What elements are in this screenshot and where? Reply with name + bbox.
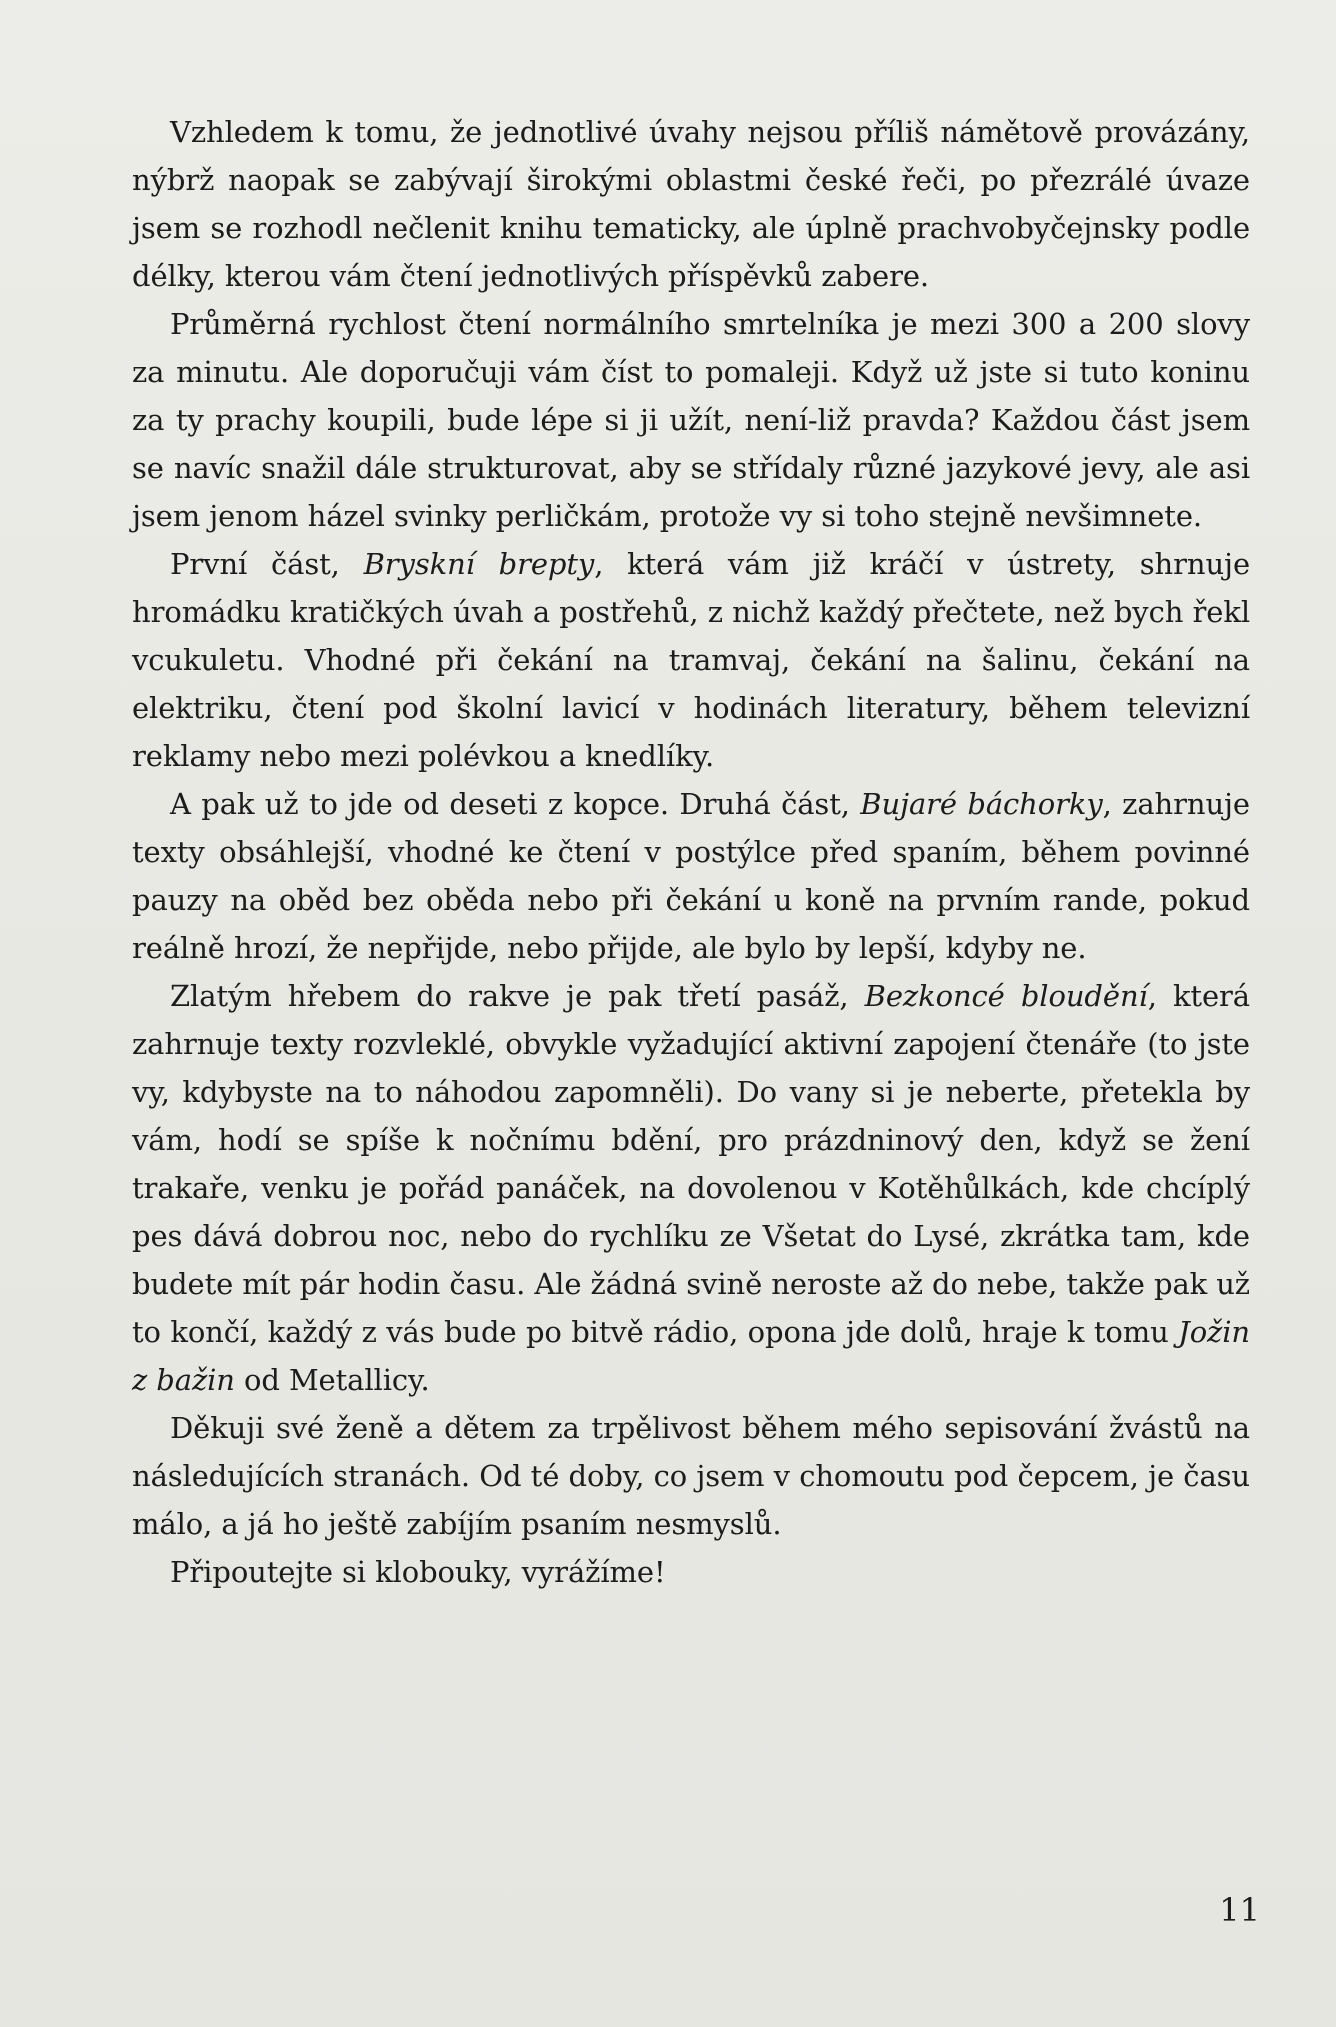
italic-title: Bujaré báchorky — [860, 787, 1103, 821]
page-number: 11 — [1219, 1891, 1260, 1929]
text-run: Vzhledem k tomu, že jednotlivé úvahy nejsou příliš námětově provázány, nýbrž naopak se zabývají širokými oblastmi české řeči, po přezrálé úvaze jsem se rozhodl nečlenit knihu tematicky, ale úplně prachvobyčejnsky podle délky, kterou vám čtení jednotlivých příspěvků zabere. — [132, 115, 1250, 293]
italic-title: Bryskní brepty — [363, 547, 595, 581]
text-run: od Metallicy. — [234, 1363, 430, 1397]
paragraph — [132, 780, 1250, 972]
text-run: , zahrnuje texty obsáhlejší, vhodné ke čtení v postýlce před spaním, během povinné pauzy na oběd bez oběda nebo při čekání u koně na prvním rande, pokud reálně hrozí, že nepřijde, nebo přijde, ale bylo by lepší, kdyby ne. — [132, 787, 1250, 965]
paragraph — [132, 1548, 1250, 1596]
body-text — [132, 108, 1250, 1596]
text-run: , která zahrnuje texty rozvleklé, obvykle vyžadující aktivní zapojení čtenáře (to jste vy, kdybyste na to náhodou zapomněli). Do vany si je neberte, přetekla by vám, hodí se spíše k nočnímu bdění, pro prázdninový den, když se žení trakaře, venku je pořád panáček, na dovolenou v Kotěhůlkách, kde chcíplý pes dává dobrou noc, nebo do rychlíku ze Všetat do Lysé, zkrátka tam, kde budete mít pár hodin času. Ale žádná svině neroste až do nebe, takže pak už to končí, každý z vás bude po bitvě rádio, opona jde dolů, hraje k tomu — [132, 979, 1250, 1349]
paragraph — [132, 972, 1250, 1404]
text-run: Průměrná rychlost čtení normálního smrtelníka je mezi 300 a 200 slovy za minutu. Ale doporučuji vám číst to pomaleji. Když už jste si tuto koninu za ty prachy koupili, bude lépe si ji užít, není-liž pravda? Každou část jsem se navíc snažil dále strukturovat, aby se střídaly různé jazykové jevy, ale asi jsem jenom házel svinky perličkám, protože vy si toho stejně nevšimnete. — [132, 307, 1250, 533]
text-run: Připoutejte si klobouky, vyrážíme! — [170, 1555, 666, 1589]
text-run: Děkuji své ženě a dětem za trpělivost během mého sepisování žvástů na následujících stranách. Od té doby, co jsem v chomoutu pod čepcem, je času málo, a já ho ještě zabíjím psaním nesmyslů. — [132, 1411, 1250, 1541]
text-run: , která vám již kráčí v ústrety, shrnuje hromádku kratičkých úvah a postřehů, z nichž každý přečtete, než bych řekl vcukuletu. Vhodné při čekání na tramvaj, čekání na šalinu, čekání na elektriku, čtení pod školní lavicí v hodinách literatury, během televizní reklamy nebo mezi polévkou a knedlíky. — [132, 547, 1251, 773]
italic-title: Jožin z bažin — [132, 1315, 1250, 1397]
text-run: A pak už to jde od deseti z kopce. Druhá část, — [170, 787, 861, 821]
paragraph — [132, 1404, 1250, 1548]
italic-title: Bezkoncé bloudění — [864, 979, 1148, 1013]
text-run: První část, — [170, 547, 364, 581]
paragraph — [132, 108, 1250, 300]
paragraph — [132, 300, 1250, 540]
paragraph — [132, 540, 1250, 780]
text-run: Zlatým hřebem do rakve je pak třetí pasáž, — [170, 979, 865, 1013]
